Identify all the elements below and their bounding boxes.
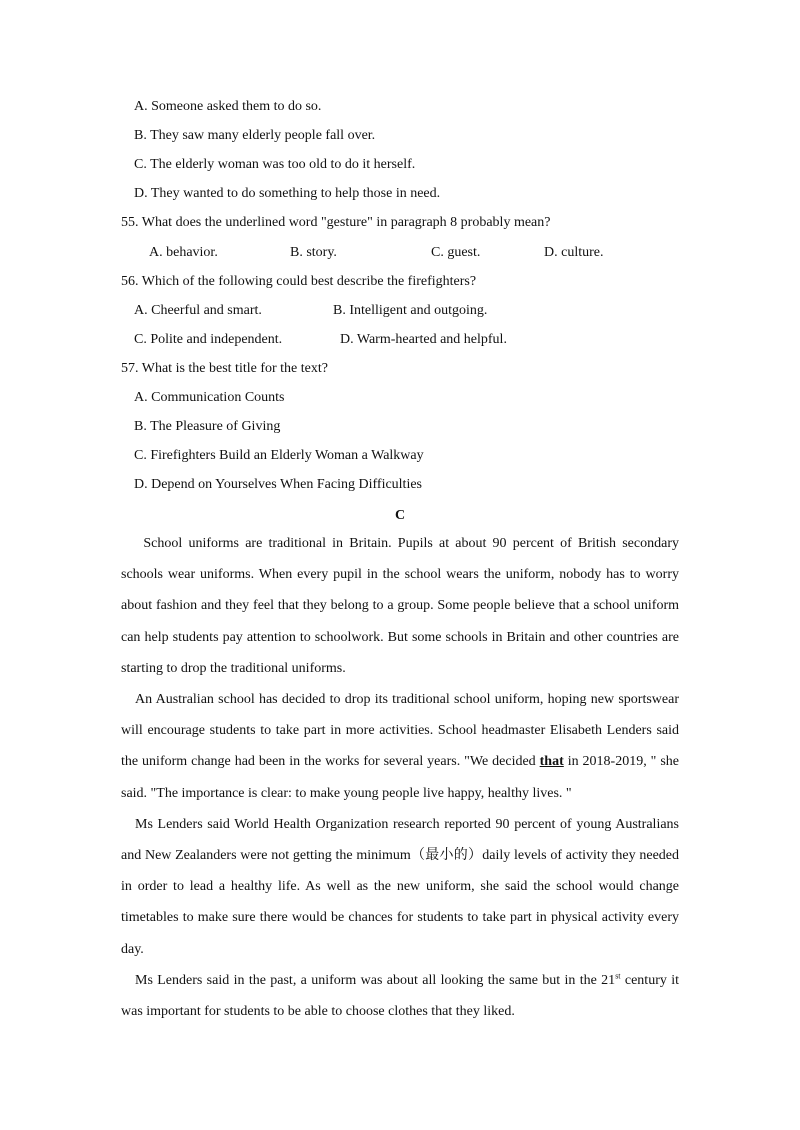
q57-option-d: D. Depend on Yourselves When Facing Difficulties (134, 477, 422, 492)
q57-option-a: A. Communication Counts (134, 390, 285, 405)
q55-option-d: D. culture. (544, 245, 604, 260)
q54-option-a: A. Someone asked them to do so. (134, 99, 322, 114)
paragraph-2-text-end: in 2018-2019, " she said. "The importance is clear: to make young people live happy, healthy lives. " (121, 754, 679, 801)
underlined-word: that (539, 754, 564, 770)
q56-option-a: A. Cheerful and smart. (134, 303, 262, 318)
q55-option-c: C. guest. (431, 245, 481, 260)
paragraph-4-text-start: Ms Lenders said in the past, a uniform was about all looking the same but in the 21 (135, 972, 616, 988)
paragraph-1: School uniforms are traditional in Britain. Pupils at about 90 percent of British secondary schools wear uniforms. When every pupil in the school wears the uniform, nobody has to worry about fashion and they feel that they belong to a group. Some people believe that a school uniform can help students pay attention to schoolwork. But some schools in Britain and other countries are starting to drop the traditional uniforms. (121, 536, 679, 676)
q56-option-c: C. Polite and independent. (134, 332, 283, 347)
paragraph-2-text-start: An Australian school has decided to drop its traditional school uniform, hoping new sportswear will encourage students to take part in more activities. School headmaster Elisabeth Lenders said the uniform change had been in the works for several years. "We decided (121, 692, 679, 770)
q56-option-b: B. Intelligent and outgoing. (333, 303, 488, 318)
q56-options-row2 (0, 331, 800, 349)
q56-options-row1 (0, 302, 800, 320)
q55-stem: 55. What does the underlined word "gesture" in paragraph 8 probably mean? (121, 215, 551, 230)
q57-option-c: C. Firefighters Build an Elderly Woman a Walkway (134, 448, 424, 463)
q57-option-b: B. The Pleasure of Giving (134, 419, 281, 434)
paragraph-4-text-end: century it was important for students to be able to choose clothes that they liked. (121, 972, 679, 1020)
passage-c (121, 528, 679, 1027)
q56-stem: 56. Which of the following could best describe the firefighters? (121, 274, 477, 289)
paragraph-4 (121, 965, 679, 1027)
q55-option-b: B. story. (290, 245, 337, 260)
q55-option-a: A. behavior. (149, 245, 218, 260)
q54-option-d: D. They wanted to do something to help those in need. (134, 186, 441, 201)
q57-stem: 57. What is the best title for the text? (121, 361, 328, 376)
paragraph-3: Ms Lenders said World Health Organization research reported 90 percent of young Australians and New Zealanders were not getting the minimum（最小的）daily levels of activity they needed in order to lead a healthy life. As well as the new uniform, she said the school would change timetables to make sure there would be chances for students to take part in physical activity every day. (121, 816, 679, 957)
q56-option-d: D. Warm-hearted and helpful. (340, 332, 507, 347)
paragraph-2 (121, 684, 679, 809)
q54-option-b: B. They saw many elderly people fall over. (134, 128, 376, 143)
superscript-st: st (615, 971, 621, 981)
section-title: C (394, 508, 406, 523)
q54-option-c: C. The elderly woman was too old to do it herself. (134, 157, 416, 172)
q55-options (0, 244, 800, 262)
